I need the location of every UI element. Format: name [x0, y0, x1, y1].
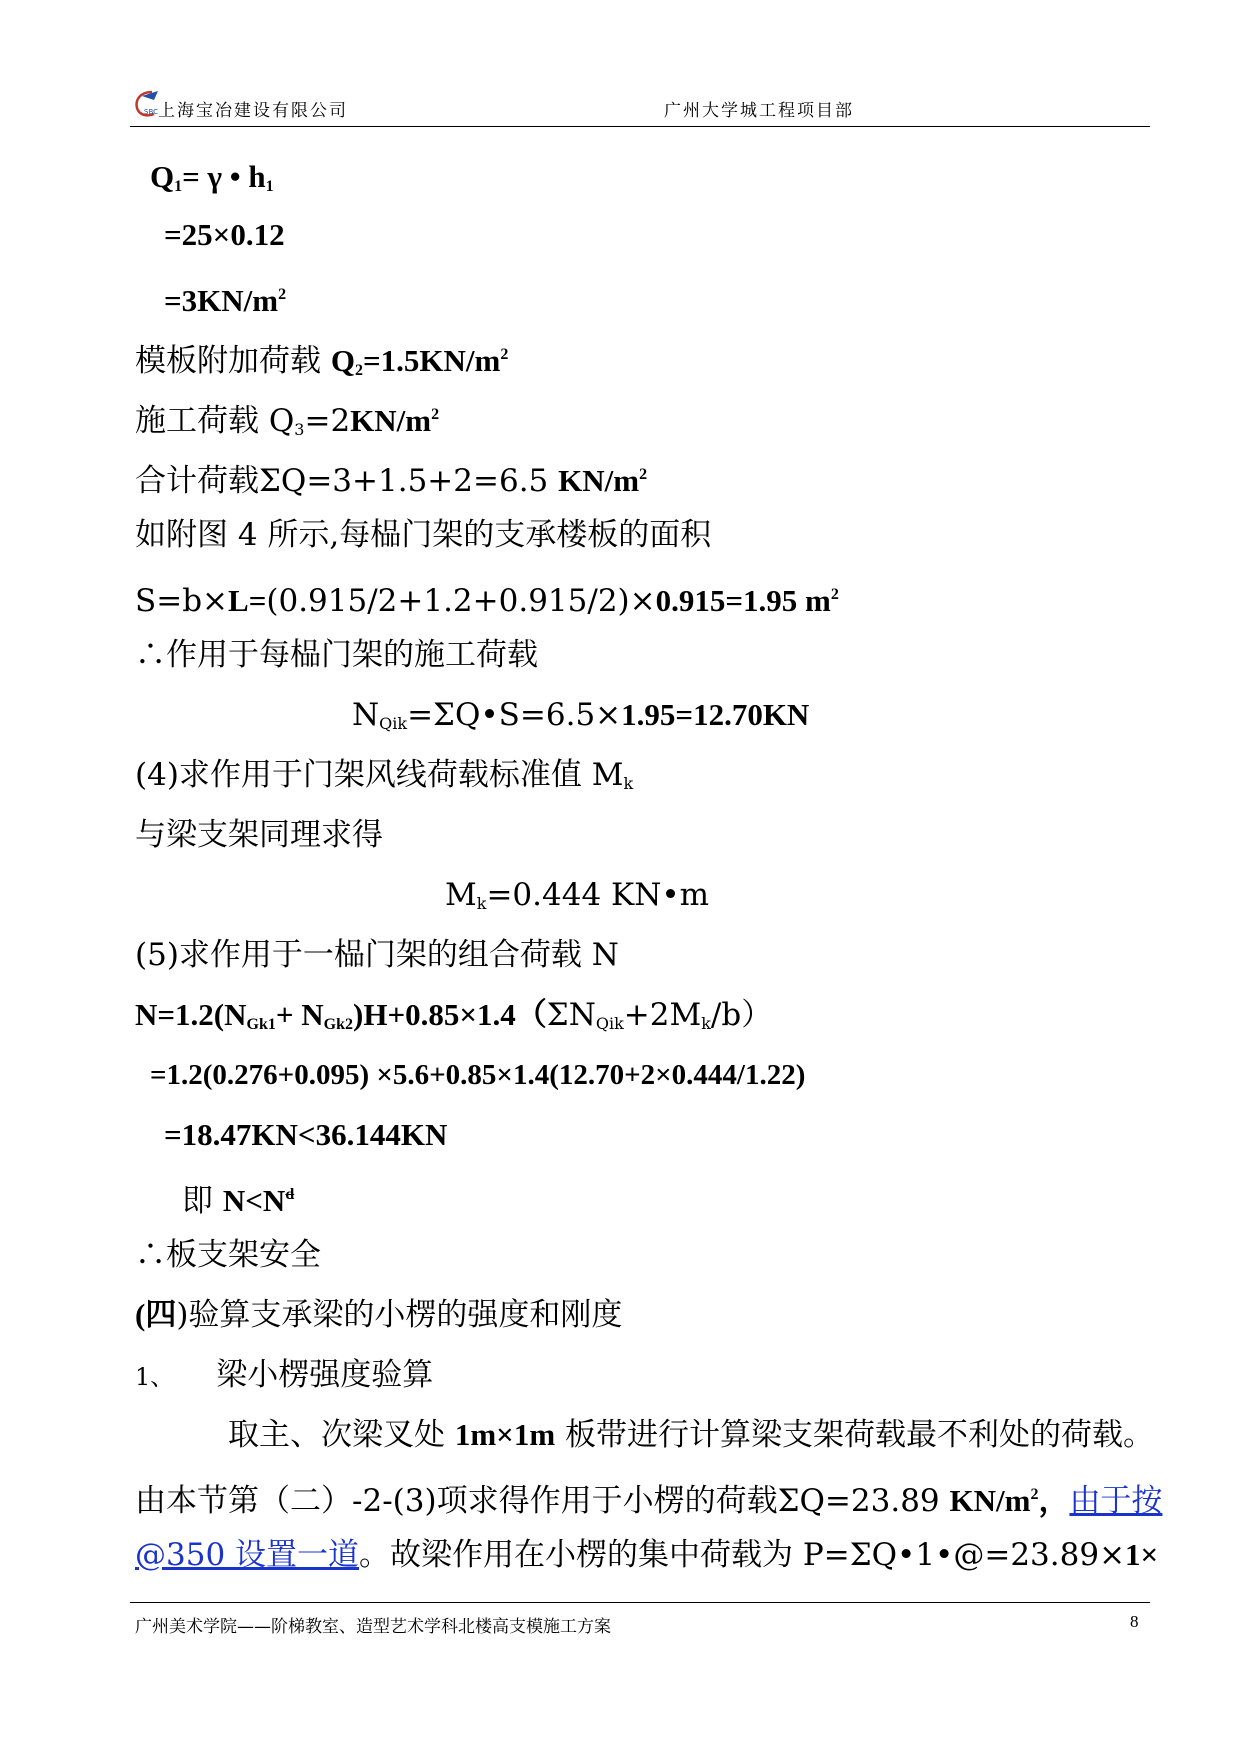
mk-formula: $M_k=0.444$ KN•m [445, 877, 709, 913]
n-formula-result: =18.47KN<36.144KN [164, 1117, 448, 1152]
section-heading-4: (四)验算支承梁的小楞的强度和刚度 [135, 1297, 623, 1333]
formula-q1-step: =25×0.12 [164, 217, 285, 252]
area-formula: S=b×L=(0.915/2+1.2+0.915/2)×0.915=1.95 $m^2$ [135, 583, 839, 619]
company-logo-icon [132, 88, 160, 118]
page-number: 8 [1130, 1612, 1139, 1631]
formula-q1: $Q_1= \gamma$ • $h_1$ [150, 159, 274, 195]
same-as-beam-text: 与梁支架同理求得 [135, 817, 383, 853]
construction-load-heading: ∴作用于每榀门架的施工荷载 [135, 637, 538, 673]
construction-load-line: 施工荷载 $Q_3=2KN/m^2$ [135, 403, 440, 439]
paragraph-line-2: 由本节第（二）-2-(3)项求得作用于小楞的荷载ΣQ=23.89 $KN/m^2$，由于按 [135, 1483, 1163, 1519]
link-anchor-2[interactable]: @350 设置一道 [135, 1537, 360, 1573]
combined-load-heading: (5)求作用于一榀门架的组合荷载 N [135, 937, 619, 973]
safe-conclusion: ∴板支架安全 [135, 1237, 321, 1273]
header-rule [130, 126, 1150, 127]
paragraph-line-3: @350 设置一道。故梁作用在小楞的集中荷载为 P=ΣQ•1•@=23.89×1× [135, 1537, 1159, 1573]
subsection-heading-1: 1、 梁小楞强度验算 [135, 1357, 434, 1393]
formwork-load-line: 模板附加荷载 $Q_2=1.5KN/m^2$ [135, 343, 509, 379]
n-formula: $N=1.2(N_{Gk1}+ N_{Gk2})H+0.85\times 1.4(\Sigma N_{Qik}+2M_k/b)$ [135, 997, 773, 1033]
wind-load-heading: (4)求作用于门架风线荷载标准值 $M_k$ [135, 757, 634, 793]
footer-title: 广州美术学院——阶梯教室、造型艺术学科北楼高支模施工方案 [135, 1617, 611, 1637]
footer-rule [130, 1602, 1150, 1603]
n-formula-step: =1.2(0.276+0.095) ×5.6+0.85×1.4(12.70+2×0.444/1.22) [150, 1059, 806, 1091]
link-anchor-1[interactable]: 由于按 [1069, 1483, 1163, 1519]
total-load-line: 合计荷载ΣQ=3+1.5+2=6.5 $KN/m^2$ [135, 463, 648, 499]
n-comparison: 即 $N<N^d$ [182, 1183, 295, 1219]
svg-text:SBC: SBC [144, 108, 159, 116]
nqik-formula: $N_{Qik}=\Sigma Q•S=6.5\times 1.95=12.70KN$ [352, 697, 810, 733]
paragraph-line-1: 取主、次梁叉处 1m×1m 板带进行计算梁支架荷载最不利处的荷载。 [228, 1417, 1155, 1453]
header-project: 广州大学城工程项目部 [664, 101, 854, 121]
header-company: 上海宝冶建设有限公司 [158, 101, 348, 121]
area-description: 如附图 4 所示,每榀门架的支承楼板的面积 [135, 517, 712, 553]
formula-q1-result: $=3KN/m^2$ [164, 283, 287, 318]
